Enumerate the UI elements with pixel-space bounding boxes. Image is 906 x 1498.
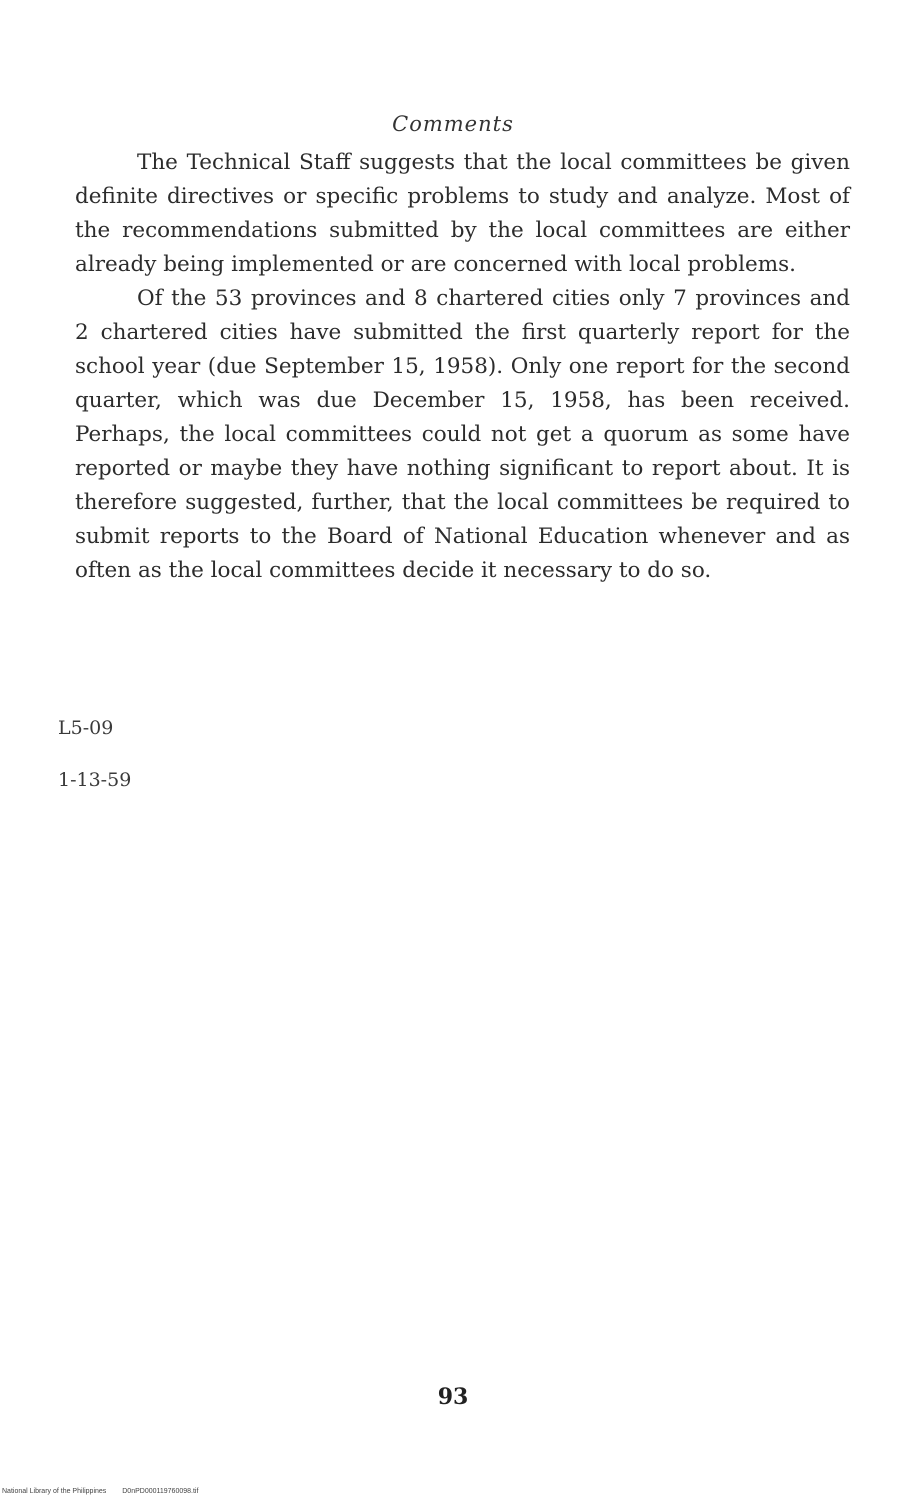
paragraph-1: The Technical Staff suggests that the local committees be given definite directives or specific problems to study and analyze. Most of the recommendations submitted by the local committees are either already being implemented or are concerned with local problems. <box>75 150 850 277</box>
footer-credit <box>2 1488 198 1495</box>
library-credit: National Library of the Philippines <box>2 1488 107 1495</box>
paragraph-2: Of the 53 provinces and 8 chartered cities only 7 provinces and 2 chartered cities have submitted the first quarterly report for the school year (due September 15, 1958). Only one report for the second quarter, which was due December 15, 1958, has been received. Perhaps, the local committees could not get a quorum as some have reported or maybe they have nothing significant to report about. It is therefore suggested, further, that the local committees be required to submit reports to the Board of National Education whenever and as often as the local committees decide it necessary to do so. <box>75 286 850 583</box>
date-code: 1-13-59 <box>58 769 132 791</box>
section-heading: Comments <box>392 112 514 136</box>
document-codes <box>58 702 131 806</box>
reference-code: L5-09 <box>58 717 114 739</box>
page-number: 93 <box>437 1384 469 1410</box>
item-id: D0nPD000119760098.tif <box>122 1488 199 1495</box>
body-text <box>75 146 850 588</box>
